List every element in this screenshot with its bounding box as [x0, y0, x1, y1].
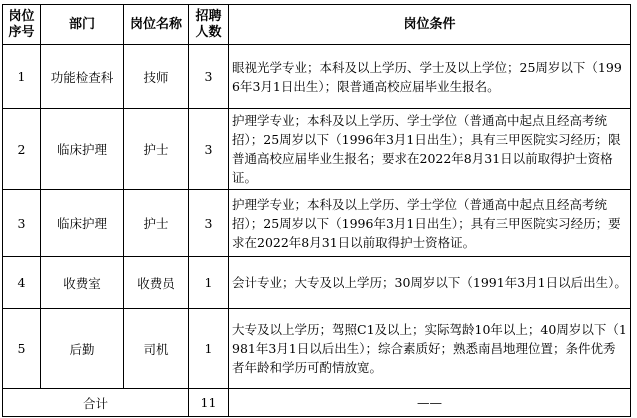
table-row	[3, 109, 631, 190]
table-row	[3, 190, 631, 257]
row-position: 司机	[124, 309, 189, 389]
row-conditions: 眼视光学专业；本科及以上学历、学士及以上学位；25周岁以下（1996年3月1日出生）；限普通高校应届毕业生报名。	[229, 45, 631, 109]
table-row	[3, 309, 631, 389]
row-position: 护士	[124, 190, 189, 257]
header-position-name: 岗位名称	[124, 5, 189, 45]
row-conditions: 大专及以上学历；驾照C1及以上；实际驾龄10年以上；40周岁以下（1981年3月1日以后出生）；综合素质好；熟悉南昌地理位置；条件优秀者年龄和学历可酌情放宽。	[229, 309, 631, 389]
header-position-conditions: 岗位条件	[229, 5, 631, 45]
row-conditions: 护理学专业；本科及以上学历、学士学位（普通高中起点且经高考统招）；25周岁以下（1996年3月1日出生）；具有三甲医院实习经历；限普通高校应届毕业生报名；要求在2022年8月31日以前取得护士资格证。	[229, 109, 631, 190]
row-no: 1	[3, 45, 41, 109]
header-department: 部门	[41, 5, 124, 45]
row-conditions: 会计专业；大专及以上学历；30周岁以下（1991年3月1日以后出生）。	[229, 257, 631, 309]
row-department: 收费室	[41, 257, 124, 309]
row-no: 2	[3, 109, 41, 190]
row-count: 1	[189, 309, 229, 389]
row-count: 3	[189, 45, 229, 109]
row-no: 5	[3, 309, 41, 389]
table-row	[3, 257, 631, 309]
row-department: 临床护理	[41, 190, 124, 257]
row-conditions: 护理学专业；本科及以上学历、学士学位（普通高中起点且经高考统招）；25周岁以下（1996年3月1日出生）；具有三甲医院实习经历；要求在2022年8月31日以前取得护士资格证。	[229, 190, 631, 257]
row-position: 收费员	[124, 257, 189, 309]
total-count: 11	[189, 389, 229, 417]
row-count: 3	[189, 190, 229, 257]
header-hire-count: 招聘 人数	[189, 5, 229, 45]
recruitment-table	[2, 4, 631, 417]
total-label: 合计	[3, 389, 189, 417]
total-conditions: ——	[229, 389, 631, 417]
row-no: 3	[3, 190, 41, 257]
total-row	[3, 389, 631, 417]
header-row	[3, 5, 631, 45]
recruitment-table-wrapper	[2, 4, 631, 417]
row-count: 1	[189, 257, 229, 309]
row-no: 4	[3, 257, 41, 309]
table-row	[3, 45, 631, 109]
row-department: 后勤	[41, 309, 124, 389]
row-count: 3	[189, 109, 229, 190]
row-position: 护士	[124, 109, 189, 190]
row-position: 技师	[124, 45, 189, 109]
header-position-no: 岗位 序号	[3, 5, 41, 45]
row-department: 临床护理	[41, 109, 124, 190]
row-department: 功能检查科	[41, 45, 124, 109]
